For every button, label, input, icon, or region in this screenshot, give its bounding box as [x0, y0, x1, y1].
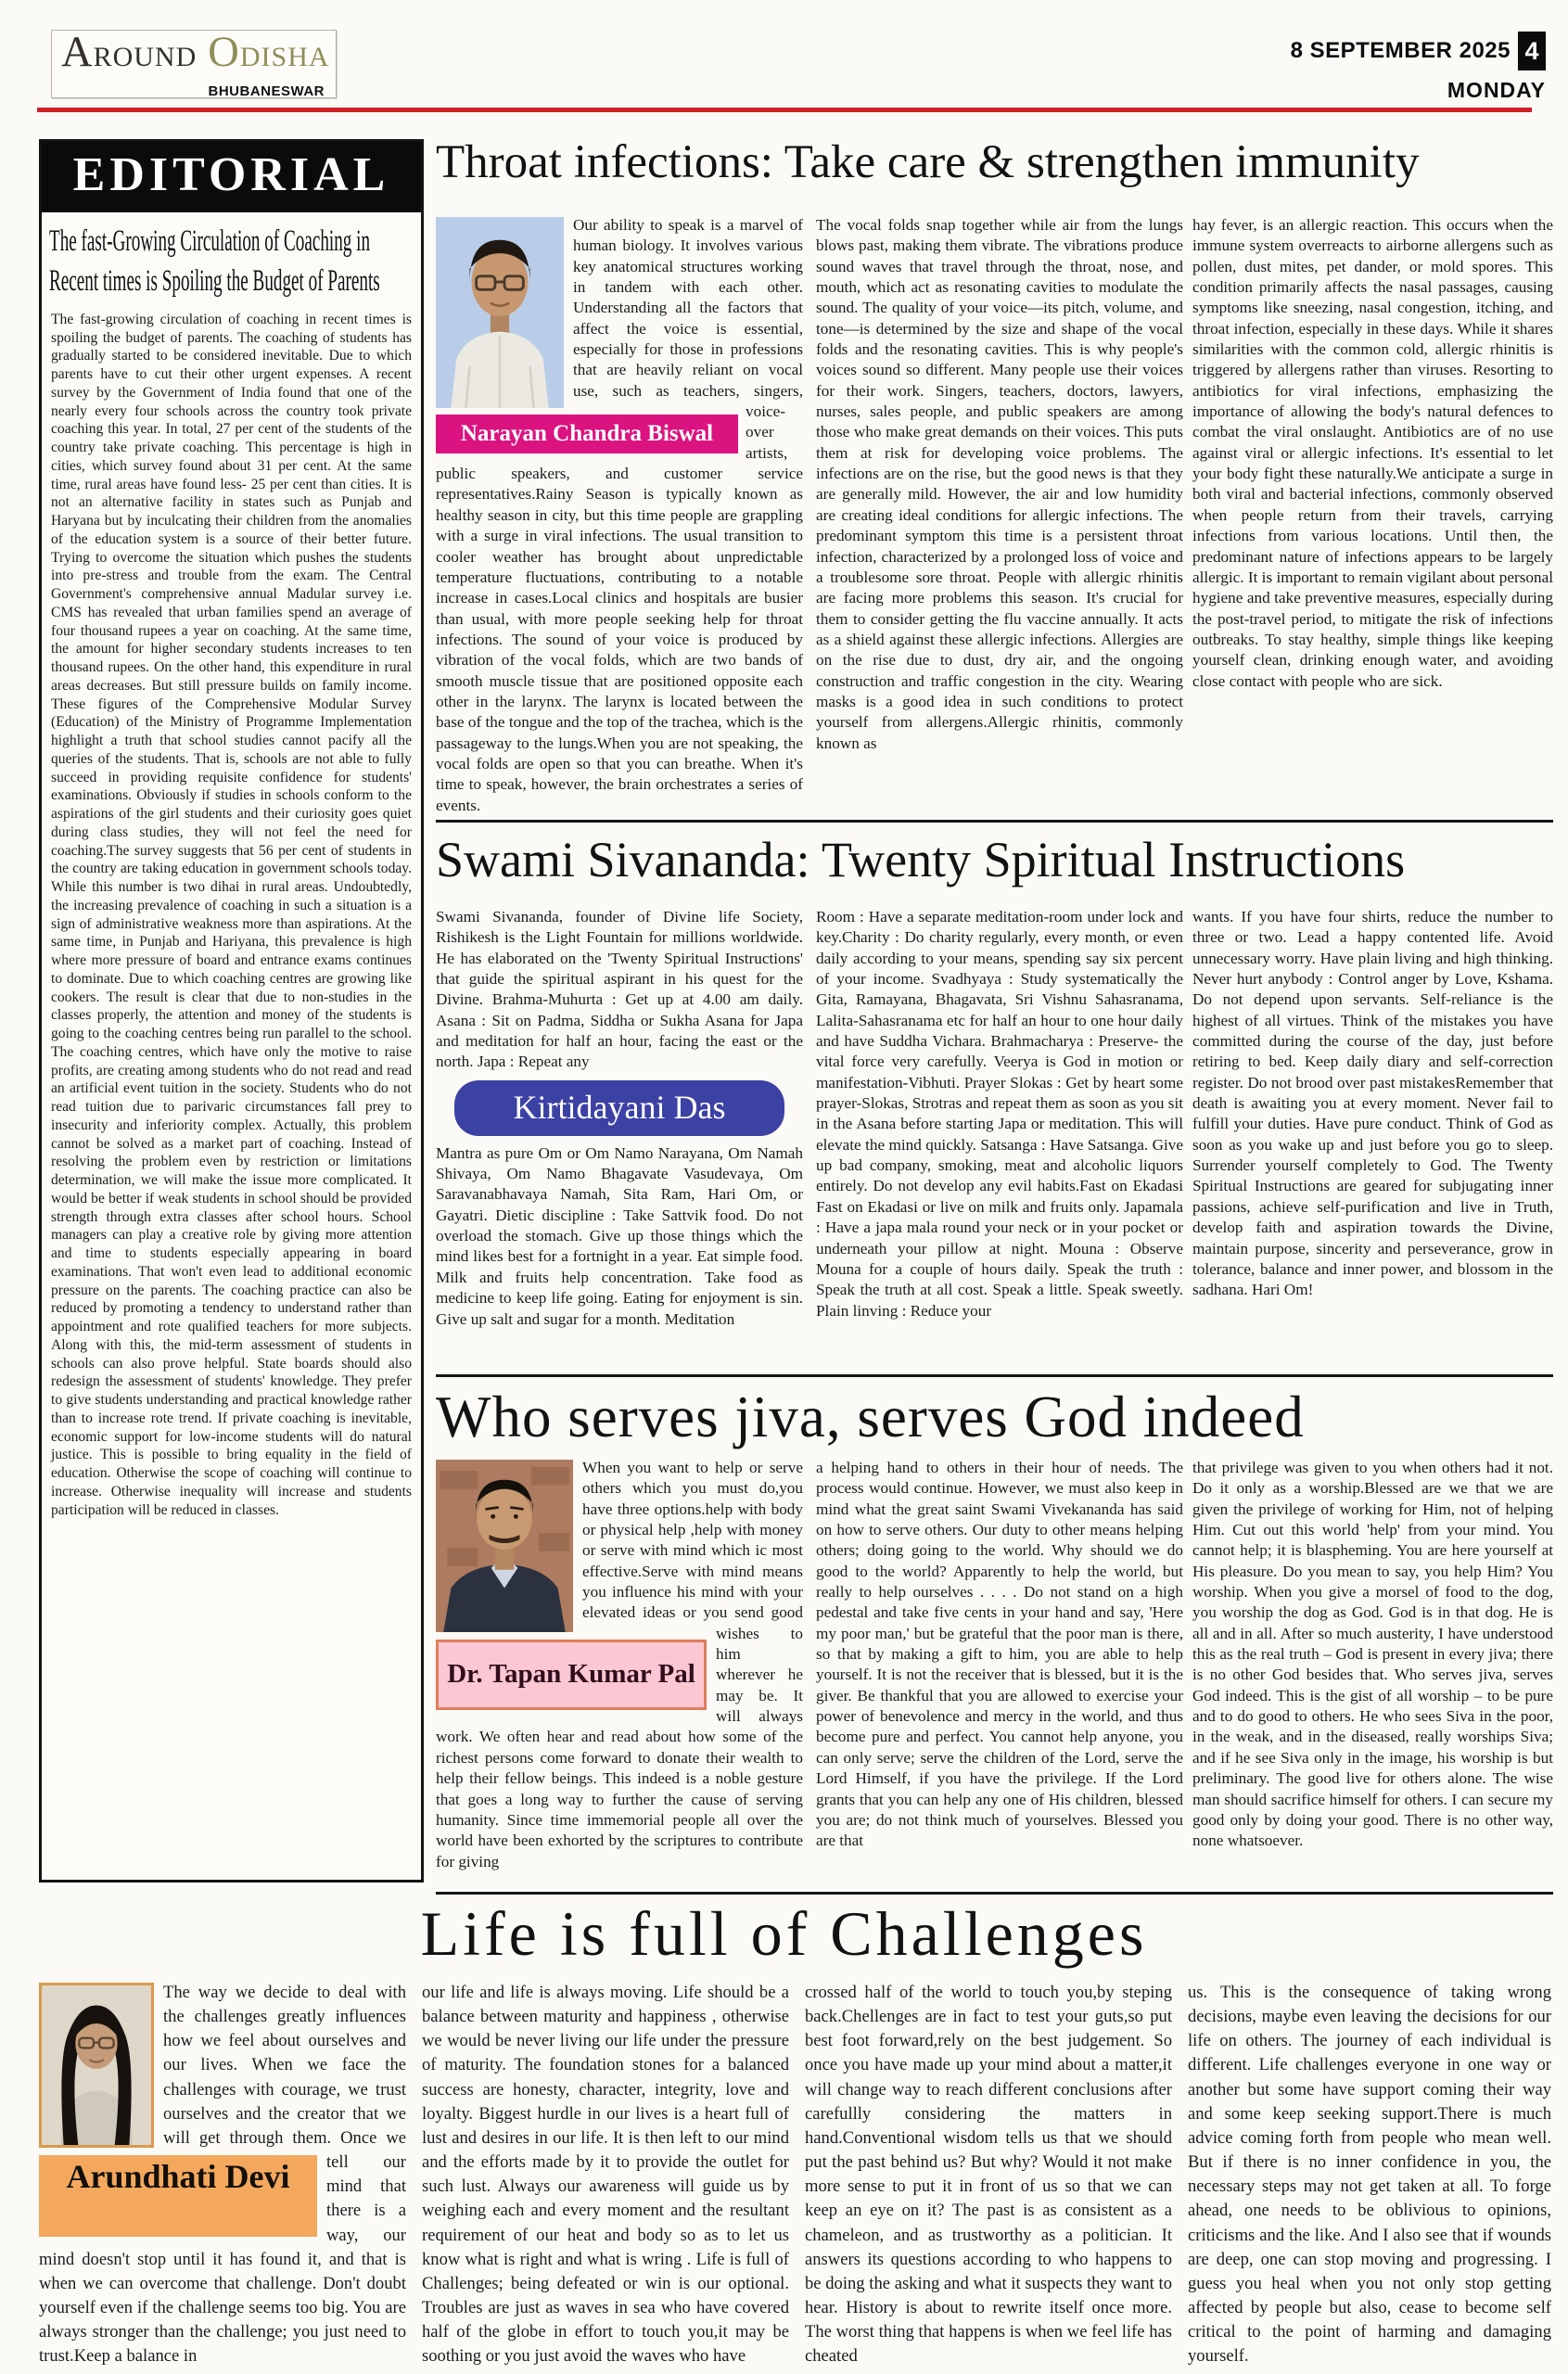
swami-col1-text-rest: Mantra as pure Om or Om Namo Narayana, Om Namah Shivaya, Om Namo Bhagavate Vasudevaya, Om Saravanabhavaya Namah, Sita Ram, Hari Om, or Gayatri. Dietic discipline : Take Sattvik food. Do not overload the stomach. Give up those things which the mind likes best for a fortnight in a year. Eat simple food. Milk and fruits help concentration. Take food as medicine to keep life going. Eating for enjoyment is sin. Give up salt and sugar for a month. Meditation: [436, 1143, 803, 1328]
section-divider-1: [436, 820, 1553, 823]
jiva-col1-text-rest: influence his mind with your elevated ideas or you send good wishes to him wherever he may be. It will always work. We often hear and read about how some of the richest persons come forward to donate their wealth to help their fellow beings. This indeed is a noble gesture that goes a long way to further the cause of serving humanity. Since time immemorial people all over the world have been exhorted by the scriptures to contribute for giving: [436, 1583, 803, 1870]
life-article-column-1: [39, 1981, 406, 2370]
swami-author-caption: Kirtidayani Das: [454, 1080, 784, 1136]
masthead-word-around: AROUND: [61, 29, 198, 76]
swami-article-headline: Swami Sivananda: Twenty Spiritual Instructions: [436, 832, 1406, 887]
editorial-kicker: EDITORIAL: [42, 142, 421, 212]
swami-article-column-1: [436, 907, 803, 1371]
day-label: MONDAY: [1447, 78, 1546, 102]
jiva-col1-text-wrap: effective.Serve with mind means you: [582, 1562, 803, 1602]
tapan-kumar-pal-photo: [436, 1460, 573, 1632]
swami-article-column-3: wants. If you have four shirts, reduce the number to three or two. Lead a happy contented life. Avoid unnecessary worry. Have plain living and high thinking. Never hurt anybody : Control anger by Love, Kshama. Do not depend upon servants. Self-reliance is the highest of all virtues. Think of the mistakes you have committed during the course of the day, just before retiring to bed. Keep daily diary and self-correction register. Do not brood over past mistakesRemember that death is awaiting you at every moment. Never fail to fulfill your duties. Have pure conduct. Think of God as soon as you wake up and just before you go to sleep. Surrender yourself completely to God. The Twenty Spiritual Instructions are geared for subjugating inner passions, achieve self-purification and live in Truth, develop faith and aspiration towards the Divine, maintain purpose, sincerity and perseverance, grow in tolerance, balance and inner power, and blossom in the sadhana. Hari Om!: [1192, 908, 1553, 1299]
section-divider-2: [436, 1374, 1553, 1377]
life-col1-text-top: The way we decide to deal with the challenges greatly influences how we feel about ourselves and our lives. When we face the challenges with courage, we trust: [163, 1983, 406, 2100]
throat-article-column-1: [436, 215, 803, 816]
issue-date-row: [1291, 32, 1546, 70]
throat-col1-text-wrap: those in professions: [669, 340, 803, 359]
header-rule: [37, 108, 1532, 112]
jiva-author-caption: Dr. Tapan Kumar Pal: [436, 1640, 707, 1710]
throat-article-column-3: hay fever, is an allergic reaction. This occurs when the immune system overreacts to airborne allergens such as pollen, dust mites, pet dander, or mold spores. This condition primarily affects the nasal passages, causing symptoms like sneezing, nasal congestion, itching, and throat infection, especially in these days. While it shares similarities with the common cold, allergic rhinitis is triggered by allergens rather than viruses. Resorting to antibiotics for viral infections, emphasizing the importance of allowing the body's natural defences to combat the viral onslaught. Antibiotics are of no use against viral or allergic infections. It's essential to let your body fight these naturally.We anticipate a surge in both viral and bacterial infections, commonly observed when people return from their travels, carrying infections from various locations. Until then, the predominant nature of infections appears to be largely allergic. It is important to remain vigilant about personal hygiene and take preventive measures, especially during the post-travel period, to mitigate the risk of infections outbreaks. To stay healthy, simple things like keeping yourself clean, drinking enough water, and avoiding close contact with people who are sick.: [1192, 216, 1553, 690]
life-article-column-3: crossed half of the world to touch you,by steping back.Chellenges are in fact to test your guts,so put best foot forward,rely on the best judgement. So once you have made up your mind about a matter,it will change way to reach different conclusions after carefullly considering the matters in hand.Conventional wisdom tells us that we should put the past behind us? But why? Would it not make more sense to put it in front of us so that we can keep an eye on it? The past is as consistent as a chameleon, and as trustworthy as a politician. It answers its questions according to who happens to be doing the asking and what it suspects they want to hear. History is about to rewrite itself once more. The worst thing that happens is when we feel life has cheated: [805, 1983, 1172, 2367]
life-author-caption: Arundhati Devi: [39, 2155, 317, 2237]
jiva-article-column-1: [436, 1458, 803, 1890]
masthead: [51, 30, 337, 98]
editorial-headline-line1: The fast-Growing Circulation of Coaching in: [49, 224, 371, 258]
life-article-column-4: us. This is the consequence of taking wrong decisions, maybe even leaving the decisions for our life on others. The journey of each individual is different. Life challenges everyone in one way or another but some have support coming their way and some keep seeking support.There is much advice coming forth from people who mean well. But if there is no inner confidence in you, the necessary steps may not get taken at all. To forge ahead, one needs to be oblivious to opinions, criticisms and the like. And I also see that if wounds are deep, one can stop moving and progressing. I guess you heal when you not only stop getting affected by people but also, cease to become self critical to the point of harming and damaging yourself.: [1188, 1983, 1551, 2367]
life-article-column-2: our life and life is always moving. Life should be a balance between maturity and happiness , otherwise we would be never living our life under the pressure of maturity. The foundation stones for a balanced success are honesty, character, integrity, love and loyalty. Biggest hurdle in our lives is a heart full of lust and desires in our life. It is then left to our mind and the efforts made by it to provide the outlet for such lust. Always our awareness will guide us by weighing each and every moment and the resultant requirement of our heat and body so as to let us know what is right and what is wring . Life is full of Challenges; being defeated or win is our optional. Troubles are just as waves in sea who have covered half of the globe in effort to touch you,it may be soothing or you just avoid the waves who have: [422, 1983, 789, 2367]
jiva-article-headline: Who serves jiva, serves God indeed: [436, 1385, 1305, 1449]
editorial-headline: [42, 212, 421, 305]
page-number-badge: 4: [1518, 32, 1546, 70]
life-col1-text-wrap: ourselves and the creator that we: [163, 2103, 406, 2124]
masthead-subtitle: BHUBANESWAR: [208, 83, 325, 99]
masthead-title: [61, 29, 330, 81]
jiva-article-column-2: a helping hand to others in their hour of needs. The process would continue. However, we must also keep in mind what the great saint Swami Vivekananda has said on how to serve others. Our duty to other means helping others; doing going to the world. Why should we do good to the world? Apparently to help the world, but really to help ourselves . . . . Do not stand on a high pedestal and take five cents in your hand and say, 'Here my poor man,' but be grateful that the poor man is there, so that by making a gift to him, you are able to help yourself. It is not the receiver that is blessed, but it is the giver. Be thankful that you are allowed to exercise your power of benevolence and mercy in the world, and thus become pure and perfect. You cannot help anyone, you can only serve; serve the children of the Lord, serve the Lord Himself, if you have the privilege. If the Lord grants that you can help any one of His children, blessed you are; do not think much of yourselves. Blessed you are that: [816, 1459, 1183, 1850]
life-col1-text-rest: will get through them. Once we tell our mind that there is a way, our mind doesn't stop until it has found it, and that is when we can overcome that challenge. Don't doubt yourself even if the challenge seems too big. You are always stronger than the challenge; you just need to trust.Keep a balance in: [39, 2127, 406, 2367]
throat-author-caption: Narayan Chandra Biswal: [436, 415, 738, 453]
swami-col1-text-top: Swami Sivananda, founder of Divine life Society, Rishikesh is the Light Fountain for millions worldwide. He has elaborated on the 'Twenty Spiritual Instructions' that guide the spiritual aspirant in his quest for the Divine. Brahma-Muhurta : Get up at 4.00 am daily. Asana : Sit on Padma, Siddha or Sukha Asana for Japa and meditation for half an hour, facing the east or the north. Japa : Repeat any: [436, 908, 803, 1071]
narayan-chandra-biswal-photo: [436, 217, 564, 408]
jiva-article-column-3: that privilege was given to you when others had it not. Do it only as a worship.Blessed are we that we are given the privilege of working for Him, not of helping Him. Cut out this world 'help' from your mind. You cannot help; it is blaspheming. You are here yourself at His pleasure. Do you mean to say, you help Him? You worship. When you give a morsel of food to the dog, you worship the dog as God. God is in that dog. He is all and in all. After so much austerity, I have understood this as the real truth – God is present in every jiva; there is no other God besides that. Who serves jiva, serves God indeed. This is the gist of all worship – to be pure and to do good to others. He who sees Siva in the poor, in the weak, and in the diseased, really worships Siva; and if he see Siva only in the image, his worship is but preliminary. The good live for others alone. The wise man should sacrifice himself for others. I can secure my good only by doing your good. There is no other way, none whatsoever.: [1192, 1459, 1553, 1850]
life-article-headline: Life is full of Challenges: [420, 1898, 1148, 1969]
throat-article-headline: Throat infections: Take care & strengthen immunity: [436, 136, 1420, 188]
section-divider-3: [436, 1892, 1553, 1895]
jiva-col1-text-top: When you want to help or serve others which you must do,you have three options.help with body or physical help ,help with money or serve with mind which ic most: [582, 1459, 803, 1560]
masthead-word-odisha: ODISHA: [208, 29, 330, 76]
issue-date: 8 SEPTEMBER 2025: [1290, 38, 1511, 63]
swami-article-column-2: Room : Have a separate meditation-room under lock and key.Charity : Do charity regularly, every month, or even daily according to your means, spending say six percent of your income. Svadhyaya : Study systematically the Gita, Ramayana, Bhagavata, Sri Vishnu Sahasranama, Lalita-Sahasranama etc for half an hour to one hour daily and have Suddha Vichara. Brahmacharya : Preserve- the vital force very carefully. Veerya is God in motion or manifestation-Vibhuti. Prayer Slokas : Get by heart some prayer-Slokas, Strotras and repeat them as soon as you sit in the Asana before starting Japa or meditation. This will elevate the mind quickly. Satsanga : Have Satsanga. Give up bad company, smoking, meat and alcoholic liquors entirely. Do not develop any evil habits.Fast on Ekadasi Fast on Ekadasi or live on milk and fruits only. Japamala : Have a japa mala round your neck or in your pocket or underneath your pillow at night. Mouna : Observe Mouna for a couple of hours daily. Speak the truth : Speak the truth at all cost. Speak a little. Speak sweetly. Plain linving : Reduce your: [816, 908, 1183, 1320]
editorial-body: The fast-growing circulation of coaching in recent times is spoiling the budget of parents. The coaching of students has gradually started to be considered inevitable. Due to which parents have to cut their other urgent expenses. A recent survey by the Government of India found that one of the nearly every four schools across the country took private coaching this year. In total, 27 per cent of the students of the country take private coaching. This percentage is high in cities, which survey found about 31 per cent. At the same time, rural areas have found less- 25 per cent than cities. It is not an alternative facility in states such as Punjab and Haryana but by inculcating their children from the anomalies of the education system is a source of their better future. Trying to overcome the situation which pushes the students into pre-stress and trouble from the exam. The Central Government's comprehensive annual Madular survey i.e. CMS has revealed that urban families spend an average of four thousand rupees a year on coaching. At the same time, the amount for higher secondary students increases to ten thousand rupees. On the other hand, this expenditure in rural areas decreases. But still pressure builds on family income. These figures of the Comprehensive Modular Survey (Education) of the Ministry of Programme Implementation highlight a truth that school studies cannot pacify all the queries of the students. That is, schools are not able to fully succeed in providing requisite confidence for students' examinations. Obviously if studies in schools conform to the aspirations of the girl students and their curiosity goes quiet during class studies, they will not feel the need for coaching.The survey suggests that 56 per cent of students in the country are taking education in government schools today. While this number is two dihai in rural areas. Undoubtedly, the increasing prevalence of coaching in such a situation is a sign of administrative weakness more than aspirations. At the same time, in Punjab and Hariyana, this prevalence is high where more pressure of board and entrance exams continues to dominate. Due to which coaching centres are growing like cookers. The result is clear that due to non-studies in the classes properly, the attention and money of the students is going to the coaching centres being run parallel to the school. The coaching centres, which have only the motive to raise profits, are creating among students who do not read and read an artificial event tuition in the society. Students who do not read tuition due to parivaric circumstances fall prey to insecurity and inferiority complex. Actually, this problem cannot be solved as a market part of coaching. Instead of resolving the problem even by restriction or limitations determination, we will make the issue more complicated. It would be better if weak students in school should be provided strength through extra classes after school hours. School managers can play a creative role by giving more attention and time to students especially appearing in board examinations. That won't even lead to additional economic pressure on the parents. The coaching practice can also be reduced by promoting a tendency to understand rather than appointment and rote qualified teachers for more subjects. Along with this, the mid-term assessment of students in schools can also prove helpful. State boards should also redesign the assessment of students' knowledge. They prefer to give students understanding and practical knowledge rather than to increase rote trend. If private coaching is inevitable, economic support for low-income students will do natural justice. This is possible to bring equality in the field of education. Otherwise the scope of coaching will continue to increase. Otherwise inequality will increase and students participation will be reduced in classes.: [51, 311, 412, 1518]
throat-col1-text-top: Our ability to speak is a marvel of human biology. It involves various key anatomical structures working in tandem with each other. Understanding all the factors that affect the voice is essential, especially for: [573, 216, 803, 359]
arundhati-devi-photo: [39, 1983, 154, 2148]
editorial-section: [39, 139, 424, 1883]
editorial-headline-line2: Recent times is Spoiling the Budget of Parents: [49, 263, 380, 298]
throat-col1-text-rest: that are heavily reliant on vocal use, such as teachers, singers, voice-over artists, public speakers, and customer service representatives.Rainy Season is typically known as healthy season in city, but this time people are grappling with a surge in viral infections. The usual transition to cooler weather has brought about unpredictable temperature fluctuations, contributing to a notable increase in cases.Local clinics and hospitals are busier than usual, with more people seeking help for throat infections. The sound of your voice is produced by vibration of the vocal folds, which are two bands of smooth muscle tissue that are positioned opposite each other in the larynx. The larynx is located between the base of the tongue and the top of the trachea, which is the passageway to the lungs.When you are not speaking, the vocal folds are open so that you can breathe. When it's time to speak, however, the brain orchestrates a series of events.: [436, 361, 803, 814]
throat-article-column-2: The vocal folds snap together while air from the lungs blows past, making them vibrate. The vibrations produce sound waves that travel through the throat, nose, and mouth, which act as resonating cavities to modulate the sound. The quality of your voice—its pitch, volume, and tone—is determined by the size and shape of the vocal folds and the resonating cavities. This is why people's voices sound so different. Many people use their voices for their work. Singers, teachers, doctors, lawyers, nurses, sales people, and public speakers are among those who make great demands on their voices. This puts them at risk for developing voice problems. The infections are on the rise, but the good news is that they are generally mild. However, the air and low humidity are creating ideal conditions for allergic infections. The predominant symptom this time is a persistent throat infection, characterized by a prolonged loss of voice and a troublesome sore throat. People with allergic rhinitis are facing more problems this season. It's crucial for them to consider getting the flu vaccine annually. It acts as a shield against these allergic infections. Allergies are on the rise due to dust, dry air, and the ongoing construction and traffic congestion in the city. Wearing masks is a good idea in such conditions to protect yourself from allergens.Allergic rhinitis, commonly known as: [816, 216, 1183, 752]
